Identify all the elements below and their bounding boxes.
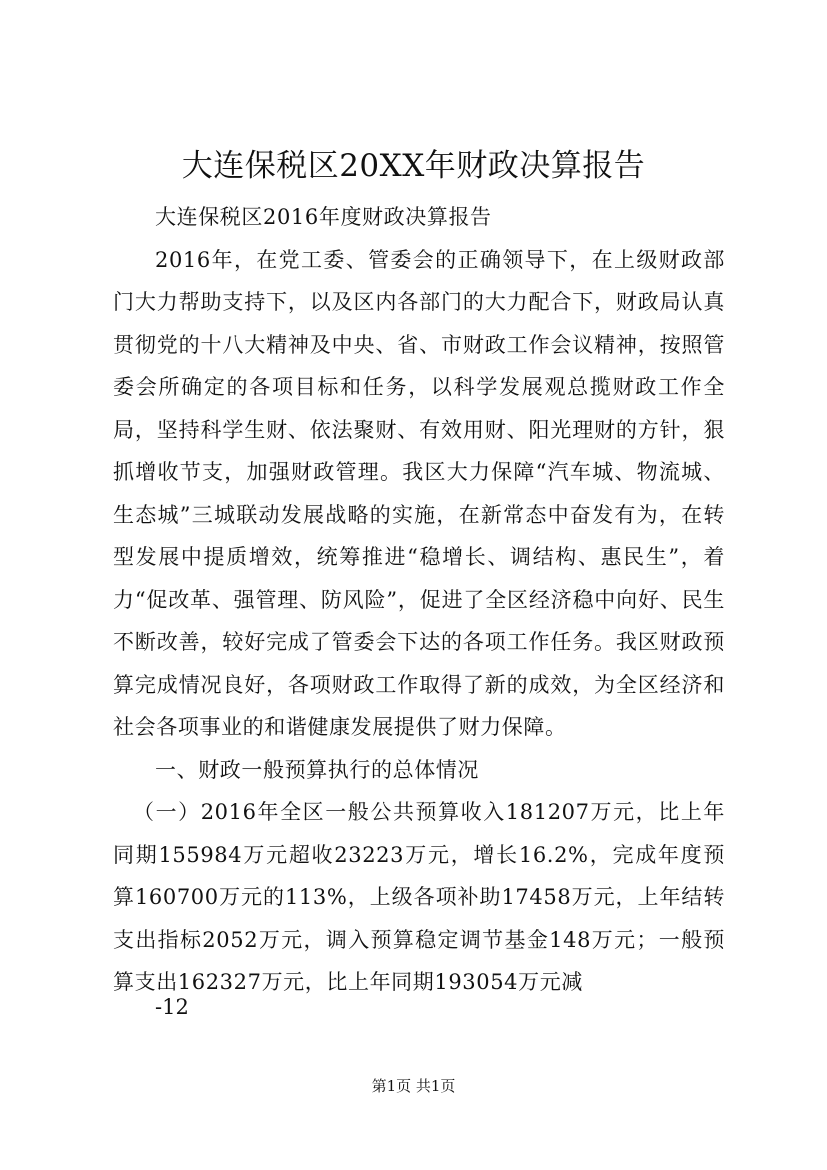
page-fragment: -12 (155, 995, 189, 1019)
document-subtitle: 大连保税区2016年度财政决算报告 (155, 205, 492, 229)
page-footer: 第1页 共1页 (371, 1077, 456, 1095)
section-heading: 一、财政一般预算执行的总体情况 (155, 757, 479, 782)
document-title: 大连保税区20XX年财政决算报告 (181, 148, 646, 184)
paragraph-intro: 2016年，在党工委、管委会的正确领导下，在上级财政部门大力帮助支持下，以及区内各部门的大力配合下，财政局认真贯彻党的十八大精神及中央、省、市财政工作会议精神，按照管委会所确定的各项目标和任务，以科学发展观总揽财政工作全局，坚持科学生财、依法聚财、有效用财、阳光理财的方针，狠抓增收节支，加强财政管理。我区大力保障“汽车城、物流城、生态城”三城联动发展战略的实施，在新常态中奋发有为，在转型发展中提质增效，统筹推进“稳增长、调结构、惠民生”，着力“促改革、强管理、防风险”，促进了全区经济稳中向好、民生不断改善，较好完成了管委会下达的各项工作任务。我区财政预算完成情况良好，各项财政工作取得了新的成效，为全区经济和社会各项事业的和谐健康发展提供了财力保障。 (113, 247, 725, 739)
document-body (113, 196, 725, 1004)
paragraph-revenue: （一）2016年全区一般公共预算收入181207万元，比上年同期155984万元超收23223万元，增长16.2%，完成年度预算160700万元的113%，上级各项补助17458万元，上年结转支出指标2052万元，调入预算稳定调节基金148万元；一般预算支出162327万元，比上年同期193054万元减 (113, 800, 725, 994)
